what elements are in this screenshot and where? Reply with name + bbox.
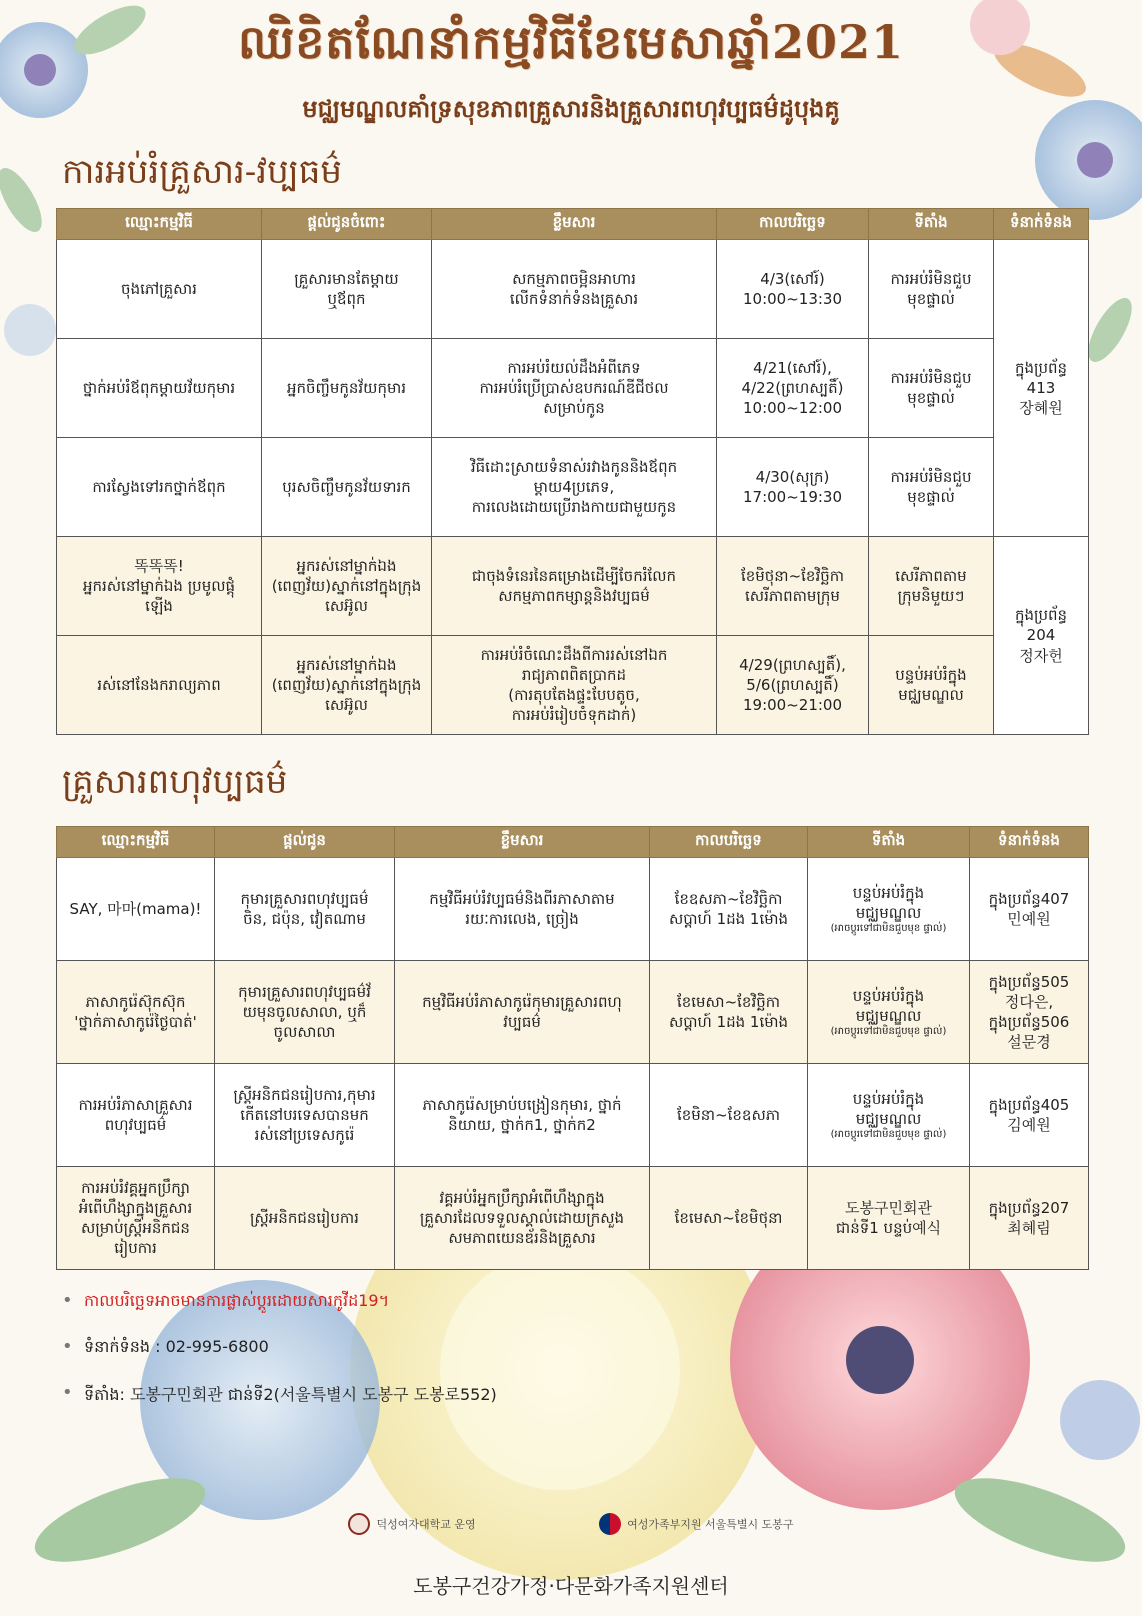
program-target: ស្ត្រីអនិកជនរៀបការ <box>215 1167 395 1270</box>
contact-phone: • ទំនាក់ទំនង : 02-995-6800 <box>62 1336 497 1382</box>
program-target: អ្នកចិញ្ចឹមកូនវ័យកុមារ <box>262 339 432 438</box>
place-note: (អាចប្តូរទៅជាមិនជួបមុខ ផ្ទាល់) <box>830 1026 947 1038</box>
col-target: ផ្តល់ជូនចំពោះ <box>262 209 432 240</box>
program-date: ខែមេសា~ខែមិថុនា <box>650 1167 808 1270</box>
table-header-row <box>57 827 1089 858</box>
center-subtitle: មជ្ឈមណ្ឌលគាំទ្រសុខភាពគ្រួសារនិងគ្រួសារពហុវប្បធម៌ដូបុងគូ <box>302 94 840 123</box>
program-place: ការអប់រំមិនជួប មុខផ្ទាល់ <box>869 240 994 339</box>
program-content: ជាចុងទំនេរនៃគម្រោងដើម្បីចែករំលែក សកម្មភាពកម្សាន្តនិងវប្បធម៌ <box>432 537 717 636</box>
program-name: SAY, 마마(mama)! <box>57 858 215 961</box>
program-target: កុមារគ្រួសារពហុវប្បធម៌ ចិន, ជប៉ុន, វៀតណាម <box>215 858 395 961</box>
program-place <box>808 961 970 1064</box>
col-date: កាលបរិច្ឆេទ <box>717 209 869 240</box>
program-place: សេរីភាពតាម ក្រុមនិមួយៗ <box>869 537 994 636</box>
place-note: (អាចប្តូរទៅជាមិនជួបមុខ ផ្ទាល់) <box>830 923 947 935</box>
table-row <box>57 339 1089 438</box>
program-contact: ក្នុងប្រព័ន្ធ505 정다은, ក្នុងប្រព័ន្ធ506 설문경 <box>970 961 1089 1064</box>
program-date: 4/29(ព្រហស្បតិ៍), 5/6(ព្រហស្បតិ៍) 19:00~21:00 <box>717 636 869 735</box>
ministry-logo <box>599 1513 793 1535</box>
program-name: 똑똑똑! អ្នករស់នៅម្នាក់ឯង ប្រមូលផ្តុំ ឡើង <box>57 537 262 636</box>
table-row <box>57 240 1089 339</box>
program-date: ខែមិថុនា~ខែវិច្ឆិកា សេរីភាពតាមក្រុម <box>717 537 869 636</box>
page-title: ឈិខិតណែនាំកម្មវិធីខែមេសាឆ្នាំ2021 <box>237 15 905 69</box>
address: • ទីតាំង: 도봉구민회관 ជាន់ទី2(서울특별시 도봉구 도봉로552) <box>62 1382 497 1428</box>
program-place: ការអប់រំមិនជួប មុខផ្ទាល់ <box>869 438 994 537</box>
program-date: ខែមិនា~ខែឧសភា <box>650 1064 808 1167</box>
col-program-name: ឈ្មោះកម្មវិធី <box>57 209 262 240</box>
program-content: ការអប់រំចំណេះដឹងពីការរស់នៅឯក រាជ្យភាពពិតប្រាកដ (ការតុបតែងផ្ទះបែបតូច, ការអប់រំរៀបចំទុកដាក់) <box>432 636 717 735</box>
program-contact: ក្នុងប្រព័ន្ធ 413 장혜원 <box>994 240 1089 537</box>
table-header-row <box>57 209 1089 240</box>
notes-list <box>62 1290 497 1428</box>
university-logo <box>348 1513 475 1535</box>
col-target: ផ្តល់ជូន <box>215 827 395 858</box>
col-contact: ទំនាក់ទំនង <box>994 209 1089 240</box>
table-row <box>57 961 1089 1064</box>
program-content: ការអប់រំយល់ដឹងអំពីភេទ ការអប់រំប្រើប្រាស់ឧបករណ៍ឌីជីថល សម្រាប់កូន <box>432 339 717 438</box>
place-text: បន្ទប់អប់រំក្នុង មជ្ឈមណ្ឌល <box>852 986 925 1025</box>
sponsor-logos <box>0 1513 1142 1538</box>
place-text: បន្ទប់អប់រំក្នុង មជ្ឈមណ្ឌល <box>852 883 925 922</box>
program-content: សកម្មភាពចម្អិនអាហារ លើកទំនាក់ទំនងគ្រួសារ <box>432 240 717 339</box>
program-place <box>808 1064 970 1167</box>
program-content: វគ្គអប់រំអ្នកប្រឹក្សាអំពើហឹង្សាក្នុង គ្រួសារដែលទទួលស្គាល់ដោយក្រសួង សមភាពយេនឌ័រនិងគ្រួសារ <box>395 1167 650 1270</box>
program-target: បុរសចិញ្ចឹមកូនវ័យទារក <box>262 438 432 537</box>
col-content: ខ្លឹមសារ <box>395 827 650 858</box>
university-seal-icon <box>348 1513 370 1535</box>
col-content: ខ្លឹមសារ <box>432 209 717 240</box>
program-target: គ្រួសារមានតែម្តាយ ឬឪពុក <box>262 240 432 339</box>
table-row <box>57 1064 1089 1167</box>
section-title-family-education: ការអប់រំគ្រួសារ-វប្បធម៌ <box>62 152 342 192</box>
program-place: 도봉구민회관 ជាន់ទី1 បន្ទប់예식 <box>808 1167 970 1270</box>
col-place: ទីតាំង <box>869 209 994 240</box>
program-date: ខែមេសា~ខែវិច្ឆិកា សប្តាហ៍ 1ដង 1ម៉ោង <box>650 961 808 1064</box>
program-place <box>808 858 970 961</box>
program-contact: ក្នុងប្រព័ន្ធ405 김예원 <box>970 1064 1089 1167</box>
program-date: 4/30(សុក្រ) 17:00~19:30 <box>717 438 869 537</box>
program-place: បន្ទប់អប់រំក្នុង មជ្ឈមណ្ឌល <box>869 636 994 735</box>
program-target: អ្នករស់នៅម្នាក់ឯង (ពេញវ័យ)ស្នាក់នៅក្នុងក្រុង សេអ៊ូល <box>262 636 432 735</box>
program-target: កុមារគ្រួសារពហុវប្បធម៌វ័ យមុនចូលសាលា, ឬក៏ ចូលសាលា <box>215 961 395 1064</box>
program-contact: ក្នុងប្រព័ន្ធ207 최혜림 <box>970 1167 1089 1270</box>
covid-warning: • កាលបរិច្ឆេទអាចមានការផ្លាស់ប្តូរដោយសារកូវីដ19។ <box>62 1290 497 1336</box>
center-name: 도봉구건강가정·다문화가족지원센터 <box>413 1574 729 1598</box>
table-row <box>57 438 1089 537</box>
table-row <box>57 636 1089 735</box>
col-place: ទីតាំង <box>808 827 970 858</box>
col-program-name: ឈ្មោះកម្មវិធី <box>57 827 215 858</box>
program-name: ការស្វែងទៅរកថ្នាក់ឪពុក <box>57 438 262 537</box>
place-note: (អាចប្តូរទៅជាមិនជួបមុខ ផ្ទាល់) <box>830 1129 947 1141</box>
place-text: បន្ទប់អប់រំក្នុង មជ្ឈមណ្ឌល <box>852 1089 925 1128</box>
program-name: ភាសាកូរ៉េស៊ុកស៊ុក 'ថ្នាក់ភាសាកូរ៉េថ្ងៃបាត់' <box>57 961 215 1064</box>
program-target: អ្នករស់នៅម្នាក់ឯង (ពេញវ័យ)ស្នាក់នៅក្នុងក្រុង សេអ៊ូល <box>262 537 432 636</box>
program-contact: ក្នុងប្រព័ន្ធ407 민예원 <box>970 858 1089 961</box>
program-name: ថ្នាក់អប់រំឪពុកម្តាយវ័យកុមារ <box>57 339 262 438</box>
university-logo-text: 덕성여자대학교 운영 <box>376 1518 476 1531</box>
program-name: រស់នៅនែងករាល្យភាព <box>57 636 262 735</box>
program-content: កម្មវិធីអប់រំភាសាកូរ៉េកុមារគ្រួសារពហុ វប្បធម៌ <box>395 961 650 1064</box>
table-row <box>57 537 1089 636</box>
program-content: កម្មវិធីអប់រំវប្បធម៌និងពីរភាសាតាម រយៈការលេង, ច្រៀង <box>395 858 650 961</box>
program-place: ការអប់រំមិនជួប មុខផ្ទាល់ <box>869 339 994 438</box>
section-title-multicultural: គ្រួសារពហុវប្បធម៌ <box>62 762 288 802</box>
ministry-logo-text: 여성가족부지원 서울특별시 도봉구 <box>627 1518 794 1531</box>
program-content: វិធីដោះស្រាយទំនាស់រវាងកូននិងឪពុក ម្តាយ4ប្រភេទ, ការលេងដោយប្រើរាងកាយជាមួយកូន <box>432 438 717 537</box>
program-date: ខែឧសភា~ខែវិច្ឆិកា សប្តាហ៍ 1ដង 1ម៉ោង <box>650 858 808 961</box>
table-row <box>57 1167 1089 1270</box>
program-contact: ក្នុងប្រព័ន្ធ 204 정자헌 <box>994 537 1089 735</box>
program-name: ការអប់រំវគ្គអ្នកប្រឹក្សា អំពើហឹង្សាក្នុងគ្រួសារ សម្រាប់ស្ត្រីអនិកជន រៀបការ <box>57 1167 215 1270</box>
family-education-table <box>56 208 1089 735</box>
program-name: ចុងភៅគ្រួសារ <box>57 240 262 339</box>
program-date: 4/21(សៅរ៍), 4/22(ព្រហស្បតិ៍) 10:00~12:00 <box>717 339 869 438</box>
col-date: កាលបរិច្ឆេទ <box>650 827 808 858</box>
program-content: ភាសាកូរ៉េសម្រាប់បង្រៀនកុមារ, ថ្នាក់ និយាយ, ថ្នាក់ក1, ថ្នាក់ក2 <box>395 1064 650 1167</box>
table-row <box>57 858 1089 961</box>
program-target: ស្ត្រីអនិកជនរៀបការ,កុមារ កើតនៅបរទេសបានមក រស់នៅប្រទេសកូរ៉េ <box>215 1064 395 1167</box>
program-name: ការអប់រំភាសាគ្រួសារ ពហុវប្បធម៌ <box>57 1064 215 1167</box>
multicultural-table <box>56 826 1089 1270</box>
col-contact: ទំនាក់ទំនង <box>970 827 1089 858</box>
program-date: 4/3(សៅរ៍) 10:00~13:30 <box>717 240 869 339</box>
taegeuk-icon <box>599 1513 621 1535</box>
